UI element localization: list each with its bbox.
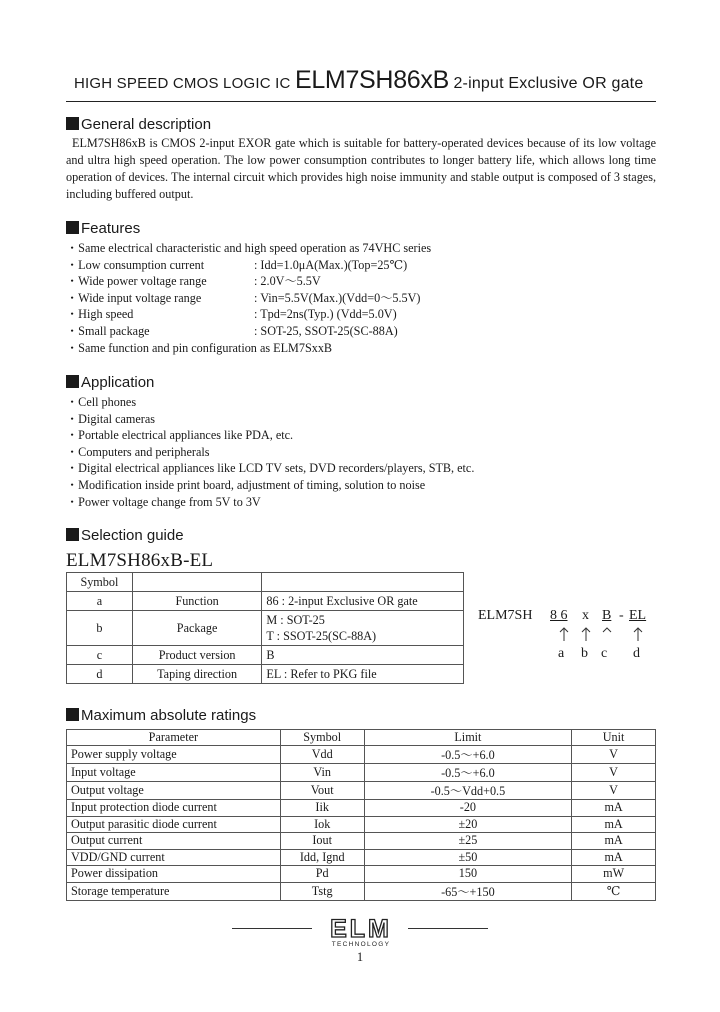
table-cell: Output parasitic diode current <box>67 816 281 833</box>
table-header-row <box>67 730 656 746</box>
table-cell: Pd <box>280 866 364 883</box>
arrow-up-icon <box>633 627 643 641</box>
caret-up-icon <box>602 627 612 641</box>
features-list <box>66 240 656 356</box>
diagram-label-d: d <box>633 646 640 661</box>
table-cell: Package <box>132 611 262 646</box>
section-features-heading: Features <box>66 220 140 237</box>
table-cell: EL : Refer to PKG file <box>262 665 464 684</box>
table-cell: Input voltage <box>67 764 281 782</box>
diagram-field-d: EL <box>629 608 647 623</box>
list-item: ・Cell phones <box>66 395 137 409</box>
table-cell-line: M : SOT-25 <box>266 613 325 627</box>
table-header-cell: Parameter <box>67 730 281 746</box>
table-cell: Product version <box>132 646 262 665</box>
section-ratings-heading: Maximum absolute ratings <box>66 707 256 724</box>
table-cell: Vdd <box>280 746 364 764</box>
table-cell: B <box>262 646 464 665</box>
section-selection-heading: Selection guide <box>66 527 184 544</box>
page-number: 1 <box>356 950 364 964</box>
list-item: ・High speed : Tpd=2ns(Typ.) (Vdd=5.0V) <box>66 307 397 322</box>
ratings-table <box>66 729 656 901</box>
table-cell: mW <box>572 866 656 883</box>
table-cell: ±50 <box>364 849 572 866</box>
diagram-label-b: b <box>581 646 588 661</box>
table-cell: Power supply voltage <box>67 746 281 764</box>
list-item: ・Wide power voltage range : 2.0V～5.5V <box>66 274 321 289</box>
table-cell: 150 <box>364 866 572 883</box>
table-row <box>67 611 464 646</box>
table-cell: -0.5～Vdd+0.5 <box>364 782 572 800</box>
table-header-row <box>67 573 464 592</box>
table-cell: Iik <box>280 800 364 817</box>
table-cell: -65～+150 <box>364 882 572 900</box>
table-row <box>67 764 656 782</box>
table-cell: 86 : 2-input Exclusive OR gate <box>262 592 464 611</box>
list-item: ・Wide input voltage range : Vin=5.5V(Max.)(Vdd=0～5.5V) <box>66 290 421 305</box>
table-row <box>67 816 656 833</box>
table-row <box>67 849 656 866</box>
section-bullet-icon <box>66 528 79 541</box>
table-row <box>67 833 656 850</box>
section-general-heading: General description <box>66 116 211 133</box>
table-cell: ±25 <box>364 833 572 850</box>
table-cell: ℃ <box>572 882 656 900</box>
title-part-number: ELM7SH86xB <box>294 66 449 94</box>
list-item: ・Power voltage change from 5V to 3V <box>66 494 261 509</box>
elm-logo-subtext: TECHNOLOGY <box>331 941 391 948</box>
table-cell: Input protection diode current <box>67 800 281 817</box>
title-prefix: HIGH SPEED CMOS LOGIC IC <box>74 75 291 92</box>
table-cell: V <box>572 746 656 764</box>
table-cell-line: T : SSOT-25(SC-88A) <box>266 629 377 643</box>
diagram-field-b: B <box>602 608 612 623</box>
table-cell: a <box>67 592 133 611</box>
list-item: ・Low consumption current : Idd=1.0μA(Max.)(Top=25℃) <box>66 257 408 272</box>
list-item: ・Same electrical characteristic and high speed operation as 74VHC series <box>66 241 432 255</box>
table-cell: V <box>572 782 656 800</box>
table-cell: Output current <box>67 833 281 850</box>
table-row <box>67 800 656 817</box>
section-bullet-icon <box>66 221 79 234</box>
diagram-label-a: a <box>558 646 565 661</box>
list-item: ・Digital electrical appliances like LCD TV sets, DVD recorders/players, STB, etc. <box>66 461 475 476</box>
diagram-field-a: 8 6 <box>550 608 568 623</box>
table-cell: Iok <box>280 816 364 833</box>
list-item: ・Same function and pin configuration as ELM7SxxB <box>66 340 333 355</box>
diagram-label-c: c <box>601 646 608 661</box>
table-row <box>67 746 656 764</box>
table-header-cell: Symbol <box>280 730 364 746</box>
title-divider <box>66 101 656 102</box>
table-cell: mA <box>572 800 656 817</box>
table-row <box>67 866 656 883</box>
general-description-text: ELM7SH86xB is CMOS 2-input EXOR gate which is suitable for battery-operated devices because of its low voltage and ultra high speed operation. The low power consumption contributes to longer battery life, which allows long time operation of devices. The internal circuit which provides high noise immunity and stable output is composed of 3 stages, including buffered output. <box>66 136 656 201</box>
table-cell: -0.5～+6.0 <box>364 746 572 764</box>
table-cell: Storage temperature <box>67 882 281 900</box>
table-cell: ±20 <box>364 816 572 833</box>
table-cell: -20 <box>364 800 572 817</box>
footer-divider-right <box>408 928 488 929</box>
table-header-cell <box>262 573 464 592</box>
table-cell: Vout <box>280 782 364 800</box>
table-cell <box>262 611 464 646</box>
table-cell: c <box>67 646 133 665</box>
section-bullet-icon <box>66 708 79 721</box>
table-row <box>67 782 656 800</box>
table-cell: mA <box>572 833 656 850</box>
diagram-field-x: x <box>582 608 589 623</box>
table-cell: mA <box>572 816 656 833</box>
general-description <box>66 135 656 203</box>
elm-logo-text: ELM <box>330 915 392 943</box>
table-header-cell: Symbol <box>67 573 133 592</box>
table-row <box>67 646 464 665</box>
list-item: ・Computers and peripherals <box>66 444 210 459</box>
elm-logo <box>318 914 404 948</box>
footer-logo-area <box>0 912 720 952</box>
part-number-diagram <box>478 608 658 664</box>
arrow-up-icon <box>559 627 569 641</box>
table-header-cell: Limit <box>364 730 572 746</box>
table-cell: Output voltage <box>67 782 281 800</box>
selection-model-code: ELM7SH86xB-EL <box>66 550 214 571</box>
table-cell: VDD/GND current <box>67 849 281 866</box>
document-title <box>74 66 664 102</box>
table-cell: Iout <box>280 833 364 850</box>
table-header-cell <box>132 573 262 592</box>
diagram-prefix: ELM7SH <box>478 608 533 623</box>
table-cell: Taping direction <box>132 665 262 684</box>
table-row <box>67 665 464 684</box>
section-bullet-icon <box>66 375 79 388</box>
list-item: ・Small package : SOT-25, SSOT-25(SC-88A) <box>66 323 398 338</box>
table-cell: Power dissipation <box>67 866 281 883</box>
list-item: ・Digital cameras <box>66 411 156 426</box>
table-cell: Function <box>132 592 262 611</box>
title-suffix: 2-input Exclusive OR gate <box>453 75 644 92</box>
table-cell: Idd, Ignd <box>280 849 364 866</box>
section-bullet-icon <box>66 117 79 130</box>
arrow-up-icon <box>581 627 591 641</box>
table-cell: mA <box>572 849 656 866</box>
table-header-cell: Unit <box>572 730 656 746</box>
selection-table <box>66 572 464 684</box>
table-cell: -0.5～+6.0 <box>364 764 572 782</box>
table-cell: b <box>67 611 133 646</box>
table-cell: V <box>572 764 656 782</box>
table-cell: Vin <box>280 764 364 782</box>
table-cell: d <box>67 665 133 684</box>
diagram-dash: - <box>619 608 624 623</box>
section-application-heading: Application <box>66 374 154 391</box>
list-item: ・Modification inside print board, adjustment of timing, solution to noise <box>66 477 426 492</box>
footer-divider-left <box>232 928 312 929</box>
table-row <box>67 592 464 611</box>
table-cell: Tstg <box>280 882 364 900</box>
application-list <box>66 394 656 510</box>
table-row <box>67 882 656 900</box>
list-item: ・Portable electrical appliances like PDA, etc. <box>66 428 294 443</box>
